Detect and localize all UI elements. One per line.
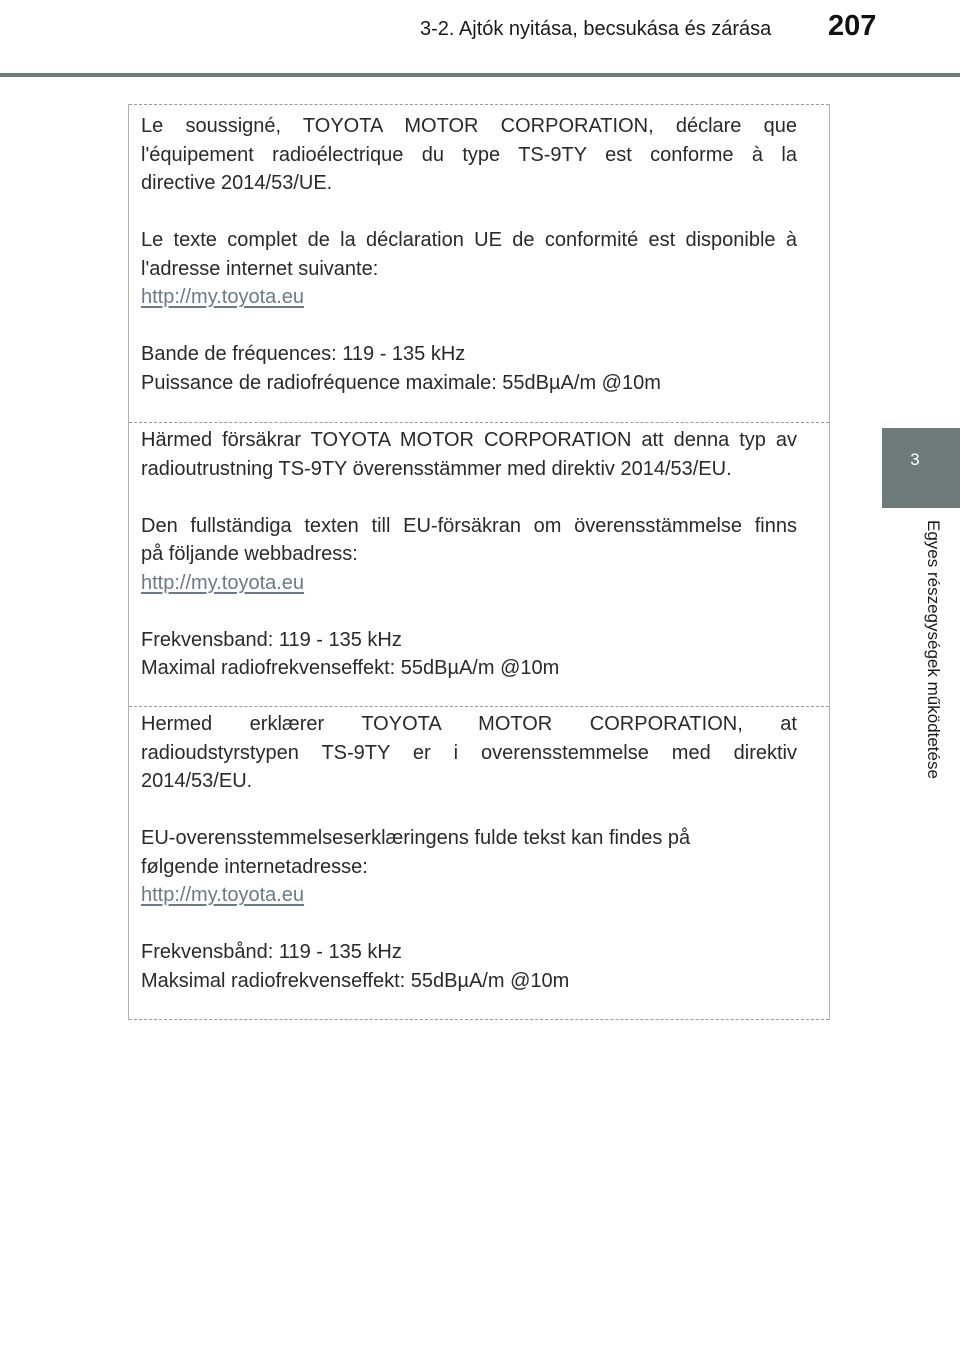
declaration-link[interactable]: http://my.toyota.eu xyxy=(141,884,305,906)
chapter-title: Egyes részegységek működtetése xyxy=(924,520,943,779)
availability-line: Le texte complet de la déclaration UE de conformité est disponible à xyxy=(141,229,797,251)
frequency-band: Frekvensband: 119 - 135 kHz xyxy=(141,628,402,651)
availability-paragraph xyxy=(141,226,797,312)
chapter-number: 3 xyxy=(910,450,920,469)
availability-paragraph xyxy=(141,824,797,910)
availability-paragraph xyxy=(141,512,797,598)
declaration-line: 2014/53/EU. xyxy=(141,770,253,792)
block-divider xyxy=(129,706,829,707)
header-rule xyxy=(0,73,960,77)
declaration-paragraph xyxy=(141,112,797,198)
chapter-tab xyxy=(882,428,960,508)
declaration-line: l'équipement radioélectrique du type TS-9TY est conforme à la xyxy=(141,143,797,166)
page-header xyxy=(0,0,960,80)
declaration-block-french xyxy=(141,112,797,397)
frequency-band: Frekvensbånd: 119 - 135 kHz xyxy=(141,941,402,963)
specs-paragraph xyxy=(141,340,797,397)
declaration-block-swedish xyxy=(141,426,797,683)
declaration-line: Le soussigné, TOYOTA MOTOR CORPORATION, déclare que xyxy=(141,115,797,137)
availability-line: l'adresse internet suivante: xyxy=(141,257,379,280)
declaration-link[interactable]: http://my.toyota.eu xyxy=(141,286,305,308)
declaration-paragraph xyxy=(141,426,797,483)
declaration-line: directive 2014/53/UE. xyxy=(141,172,333,194)
declaration-line: Härmed försäkrar TOYOTA MOTOR CORPORATION att denna typ av xyxy=(141,429,797,451)
availability-line: på följande webbadress: xyxy=(141,543,358,565)
declaration-line: Hermed erklærer TOYOTA MOTOR CORPORATION, at xyxy=(141,713,797,735)
max-power: Puissance de radiofréquence maximale: 55dBµA/m @10m xyxy=(141,371,661,394)
section-title: 3-2. Ajtók nyitása, becsukása és zárása xyxy=(420,18,772,40)
availability-line: følgende internetadresse: xyxy=(141,855,368,878)
declaration-link[interactable]: http://my.toyota.eu xyxy=(141,571,305,594)
availability-line: Den fullständiga texten till EU-försäkran om överensstämmelse finns xyxy=(141,514,797,537)
box-top-border xyxy=(129,104,829,105)
max-power: Maximal radiofrekvenseffekt: 55dBµA/m @10m xyxy=(141,657,560,679)
frequency-band: Bande de fréquences: 119 - 135 kHz xyxy=(141,343,466,365)
declaration-line: radioudstyrstypen TS-9TY er i overensstemmelse med direktiv xyxy=(141,741,797,764)
declaration-paragraph xyxy=(141,710,797,796)
availability-line: EU-overensstemmelseserklæringens fulde tekst kan findes på xyxy=(141,827,691,849)
box-bottom-border xyxy=(129,1019,829,1020)
declaration-box xyxy=(128,104,830,1020)
block-divider xyxy=(129,422,829,423)
max-power: Maksimal radiofrekvenseffekt: 55dBµA/m @10m xyxy=(141,969,570,992)
specs-paragraph xyxy=(141,626,797,683)
specs-paragraph xyxy=(141,938,797,995)
declaration-block-danish xyxy=(141,710,797,995)
page-number: 207 xyxy=(828,10,877,42)
declaration-line: radioutrustning TS-9TY överensstämmer med direktiv 2014/53/EU. xyxy=(141,457,732,480)
